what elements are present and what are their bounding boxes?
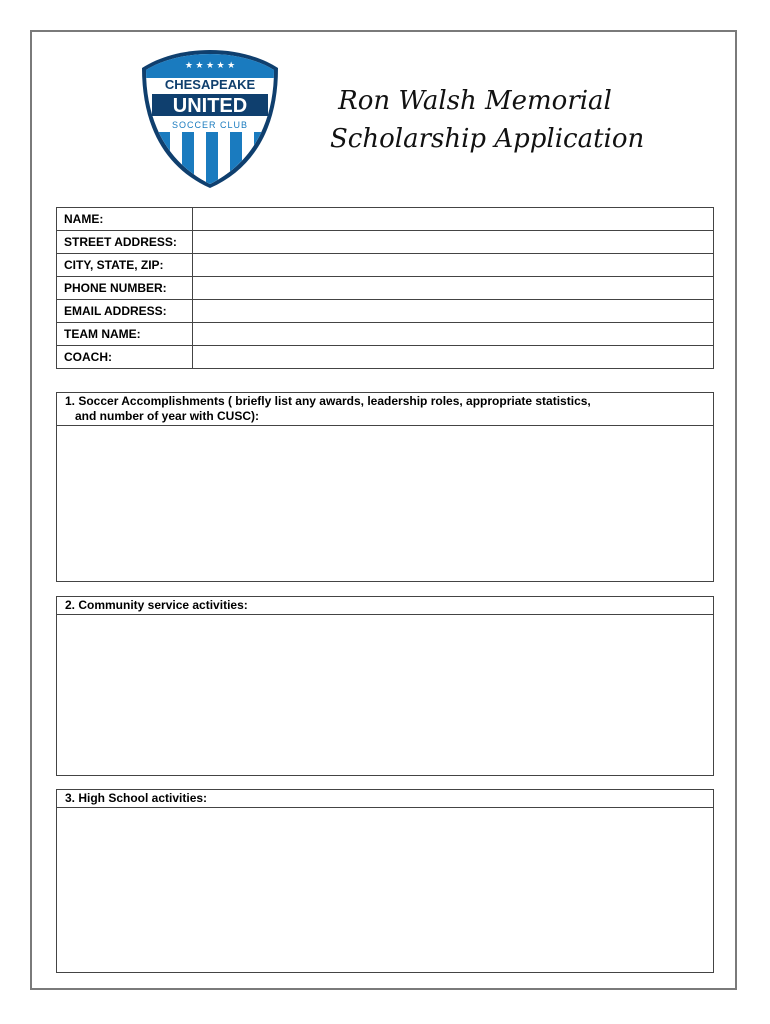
table-row [57,277,714,300]
email-address-field[interactable] [193,300,714,323]
logo-top-text: CHESAPEAKE [164,77,256,92]
table-row [57,346,714,369]
table-row [57,208,714,231]
name-field[interactable] [193,208,714,231]
community-service-section [56,596,714,776]
page-title [330,82,645,158]
table-row [57,231,714,254]
team-name-field[interactable] [193,323,714,346]
community-service-heading: 2. Community service activities: [57,597,713,615]
title-line-1: Ron Walsh Memorial [338,86,612,116]
logo-main-text: UNITED [172,95,248,117]
street-address-field[interactable] [193,231,714,254]
applicant-info-table [56,207,714,369]
phone-number-label: PHONE NUMBER: [57,277,193,300]
street-address-label: STREET ADDRESS: [57,231,193,254]
table-row [57,254,714,277]
phone-number-field[interactable] [193,277,714,300]
soccer-accomplishments-section [56,392,714,582]
soccer-accomplishments-heading [57,393,713,426]
logo-stars: ★ ★ ★ ★ ★ [184,60,236,70]
high-school-activities-section [56,789,714,973]
chesapeake-united-logo [140,48,280,190]
title-line-2: Scholarship Application [330,124,645,154]
coach-label: COACH: [57,346,193,369]
high-school-activities-heading: 3. High School activities: [57,790,713,808]
soccer-accomplishments-heading-line-2: and number of year with CUSC): [75,409,260,423]
table-row [57,323,714,346]
city-state-zip-label: CITY, STATE, ZIP: [57,254,193,277]
soccer-accomplishments-heading-line-1: 1. Soccer Accomplishments ( briefly list any awards, leadership roles, appropriate statistics, [65,394,591,408]
high-school-activities-field[interactable] [57,808,713,973]
email-address-label: EMAIL ADDRESS: [57,300,193,323]
city-state-zip-field[interactable] [193,254,714,277]
soccer-accomplishments-field[interactable] [57,426,713,582]
team-name-label: TEAM NAME: [57,323,193,346]
logo-sub-text: SOCCER CLUB [171,120,249,130]
table-row [57,300,714,323]
name-label: NAME: [57,208,193,231]
community-service-field[interactable] [57,615,713,776]
coach-field[interactable] [193,346,714,369]
